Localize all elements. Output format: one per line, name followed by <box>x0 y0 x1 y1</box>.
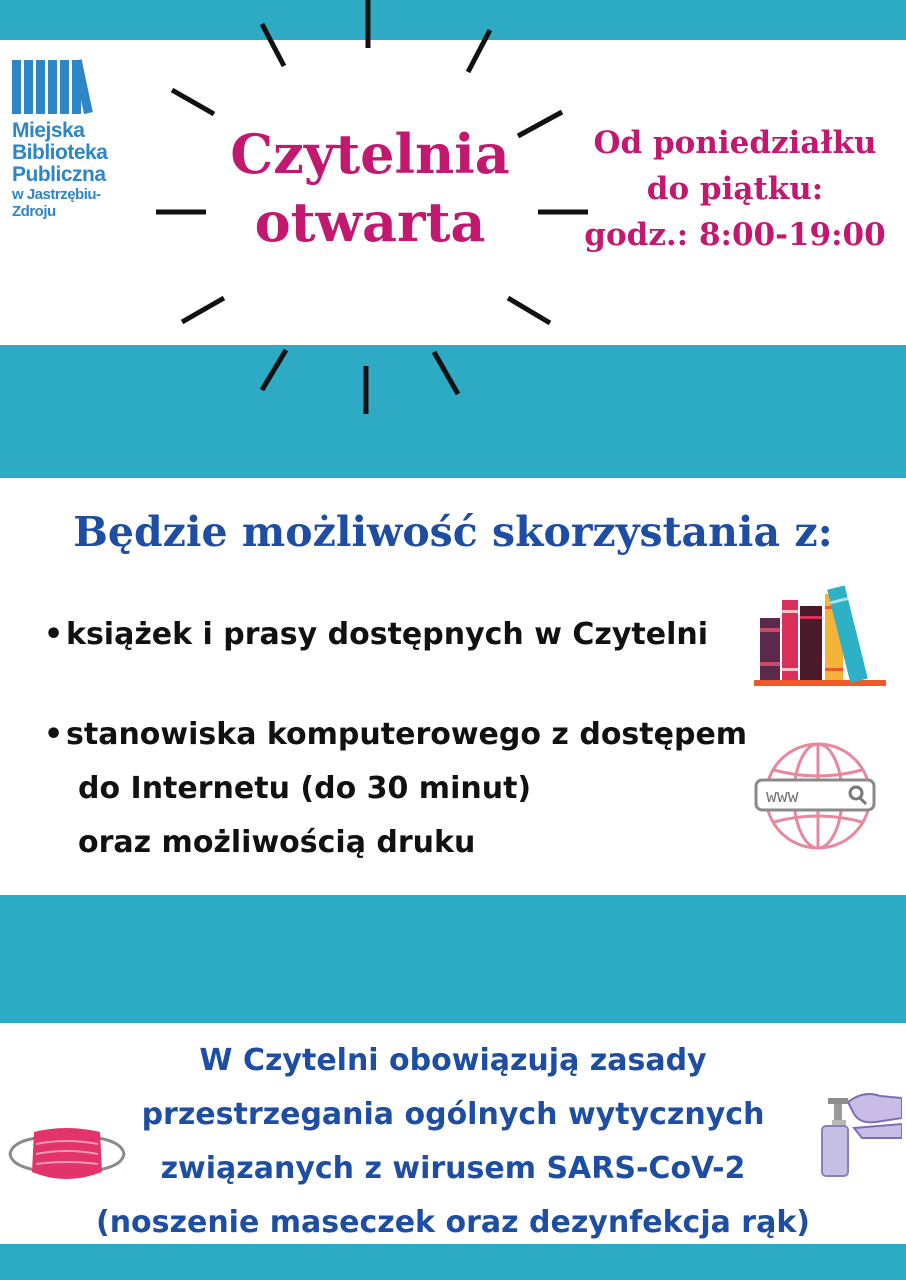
rules-line: związanych z wirusem SARS-CoV-2 <box>160 1151 746 1186</box>
hours-line: Od poniedziałku <box>593 125 877 161</box>
hours-line: godz.: 8:00-19:00 <box>584 217 886 253</box>
globe-www-icon <box>752 740 878 852</box>
logo-line: w Jastrzębiu- <box>12 186 101 203</box>
title-line: Czytelnia <box>230 122 510 186</box>
band-3 <box>0 895 906 1023</box>
item-text: oraz możliwością druku <box>78 825 476 860</box>
books-icon <box>754 580 888 688</box>
list-item-books <box>44 608 708 662</box>
opening-hours <box>565 120 905 258</box>
logo-line: Zdroju <box>12 203 56 220</box>
bullet: • <box>44 717 64 752</box>
hours-line: do piątku: <box>646 171 824 207</box>
rules-line: przestrzegania ogólnych wytycznych <box>141 1097 765 1132</box>
logo-line: Miejska <box>12 119 85 142</box>
hand-sanitizer-icon <box>818 1088 902 1178</box>
item-text: stanowiska komputerowego z dostępem <box>66 717 748 752</box>
item-text: do Internetu (do 30 minut) <box>78 771 532 806</box>
bullet: • <box>44 617 64 652</box>
rules-line: (noszenie maseczek oraz dezynfekcja rąk) <box>95 1205 811 1240</box>
www-label: www <box>766 786 799 807</box>
title-reading-room-open <box>200 120 540 256</box>
covid-rules <box>60 1034 846 1250</box>
item-text: książek i prasy dostępnych w Czytelni <box>66 617 709 652</box>
title-line: otwarta <box>254 190 486 254</box>
services-heading: Będzie możliwość skorzystania z: <box>73 508 833 556</box>
logo-line: Biblioteka <box>12 141 108 164</box>
list-item-computer <box>44 708 747 870</box>
face-mask-icon <box>6 1120 128 1190</box>
rules-line: W Czytelni obowiązują zasady <box>199 1043 707 1078</box>
logo-line: Publiczna <box>12 163 106 186</box>
